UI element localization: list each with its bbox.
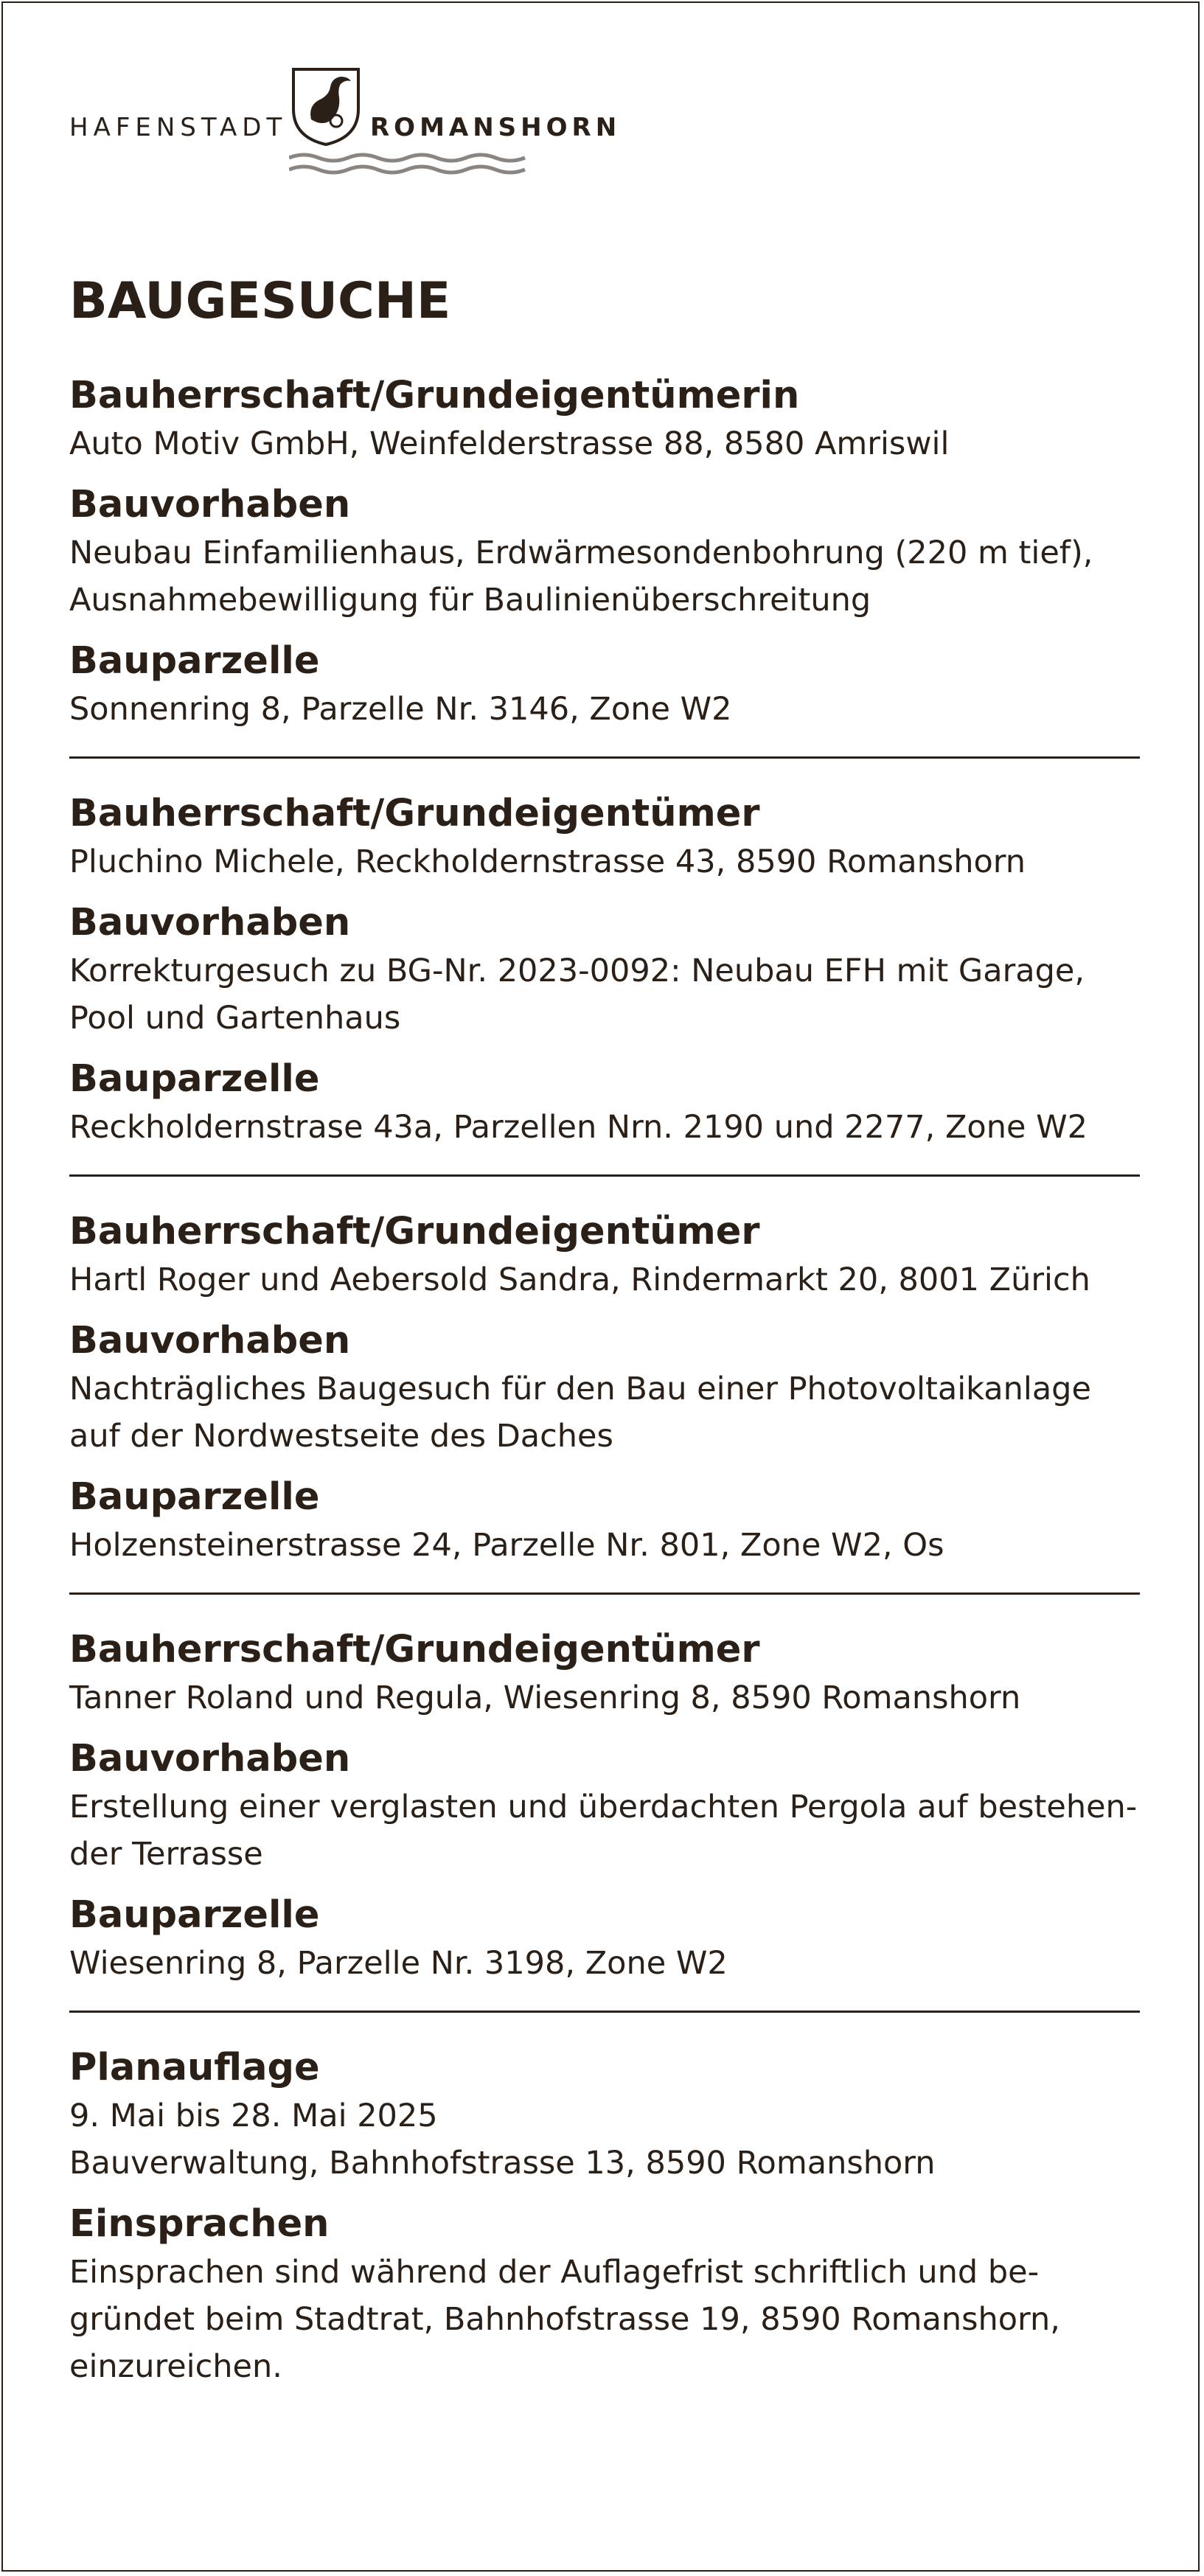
project-label: Bauvorhaben — [69, 1319, 351, 1362]
baugesuche-list — [69, 372, 1140, 2445]
project-entry — [69, 899, 1140, 1042]
project-label: Bauvorhaben — [69, 483, 351, 526]
logo-text-hafenstadt: HAFENSTADT — [69, 113, 288, 142]
notice-frame — [1, 1, 1200, 2572]
page-title: BAUGESUCHE — [69, 272, 451, 330]
owner-value: Auto Motiv GmbH, Weinfelderstrasse 88, 8580 Amriswil — [69, 425, 950, 462]
owner-entry — [69, 790, 1140, 885]
project-label: Bauvorhaben — [69, 901, 351, 944]
owner-entry — [69, 1626, 1140, 1722]
owner-label: Bauherrschaft/Grundeigentümer — [69, 1210, 760, 1253]
parcel-entry — [69, 1891, 1140, 1987]
project-value: Erstellung einer verglasten und überdachten Pergola auf bestehen- der Terrasse — [69, 1789, 1138, 1873]
parcel-entry — [69, 637, 1140, 733]
water-waves-icon — [289, 152, 532, 181]
project-value: Neubau Einfamilienhaus, Erdwärmesondenbohrung (220 m tief), Ausnahmebewilligung für Baulinienüberschreitung — [69, 535, 1093, 619]
parcel-value: Reckholdernstrase 43a, Parzellen Nrn. 2190 und 2277, Zone W2 — [69, 1109, 1088, 1146]
owner-entry — [69, 372, 1140, 467]
owner-label: Bauherrschaft/Grundeigentümer — [69, 792, 760, 835]
einsprachen-label: Einsprachen — [69, 2202, 330, 2246]
parcel-value: Wiesenring 8, Parzelle Nr. 3198, Zone W2 — [69, 1945, 728, 1982]
project-label: Bauvorhaben — [69, 1737, 351, 1780]
notice-footer — [69, 2044, 1140, 2414]
owner-label: Bauherrschaft/Grundeigentümerin — [69, 374, 800, 417]
swan-crest-icon — [289, 66, 363, 147]
owner-entry — [69, 1208, 1140, 1303]
parcel-value: Sonnenring 8, Parzelle Nr. 3146, Zone W2 — [69, 691, 732, 728]
project-entry — [69, 1735, 1140, 1878]
einsprachen-value: Einsprachen sind während der Auflagefrist schriftlich und be- gründet beim Stadtrat, Bahnhofstrasse 19, 8590 Romanshorn, einzureichen. — [69, 2254, 1060, 2385]
project-value: Nachträgliches Baugesuch für den Bau einer Photovoltaikanlage auf der Nordwestseite des Daches — [69, 1371, 1091, 1455]
logo-text-romanshorn: ROMANSHORN — [370, 113, 622, 142]
owner-label: Bauherrschaft/Grundeigentümer — [69, 1628, 760, 1671]
parcel-label: Bauparzelle — [69, 1057, 320, 1101]
owner-value: Tanner Roland und Regula, Wiesenring 8, 8590 Romanshorn — [69, 1679, 1021, 1716]
project-entry — [69, 1317, 1140, 1460]
romanshorn-logo — [69, 66, 674, 184]
owner-value: Hartl Roger und Aebersold Sandra, Rindermarkt 20, 8001 Zürich — [69, 1261, 1090, 1298]
parcel-entry — [69, 1055, 1140, 1151]
parcel-label: Bauparzelle — [69, 639, 320, 683]
einsprachen-entry — [69, 2200, 1140, 2390]
parcel-label: Bauparzelle — [69, 1475, 320, 1519]
baugesuch-2 — [69, 790, 1140, 1177]
baugesuch-4 — [69, 1626, 1140, 2013]
baugesuch-1 — [69, 372, 1140, 759]
parcel-value: Holzensteinerstrasse 24, Parzelle Nr. 801, Zone W2, Os — [69, 1527, 944, 1564]
planauflage-value: 9. Mai bis 28. Mai 2025 Bauverwaltung, Bahnhofstrasse 13, 8590 Romanshorn — [69, 2098, 936, 2182]
baugesuch-3 — [69, 1208, 1140, 1595]
planauflage-entry — [69, 2044, 1140, 2187]
project-entry — [69, 481, 1140, 624]
project-value: Korrekturgesuch zu BG-Nr. 2023-0092: Neubau EFH mit Garage, Pool und Gartenhaus — [69, 953, 1085, 1037]
parcel-label: Bauparzelle — [69, 1893, 320, 1937]
parcel-entry — [69, 1473, 1140, 1569]
owner-value: Pluchino Michele, Reckholdernstrasse 43, 8590 Romanshorn — [69, 843, 1026, 880]
planauflage-label: Planauflage — [69, 2046, 320, 2089]
